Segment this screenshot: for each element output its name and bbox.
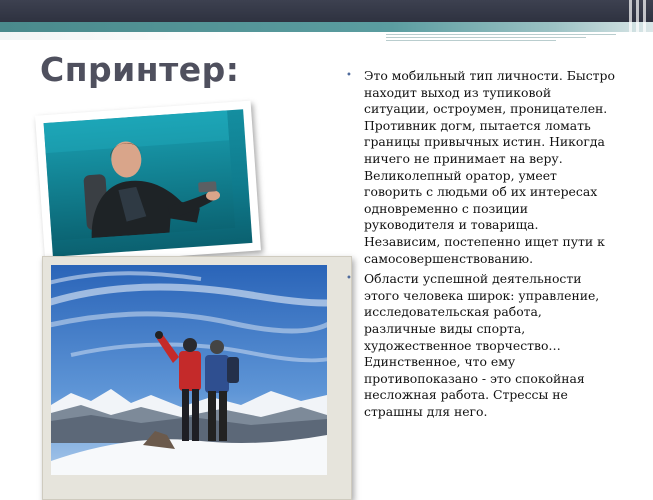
diver-photo-image [44,109,253,257]
bullet-list [344,68,616,420]
diver-illustration [44,110,236,241]
slide-title: Спринтер: [40,50,240,89]
header-stripes [623,0,653,42]
bullet-text: Это мобильный тип личности. Быстро находит выход из тупиковой ситуации, остроумен, проницателен. Противник догм, пытается ломать границы привычных истин. Никогда ничего не принимает на веру. Великолепный оратор, умеет говорить с людьми об их интересах одновременно с позиции руководителя и товарища. Независим, постепенно ищет пути к самосовершенствованию. [364,68,615,266]
mountain-illustration [51,265,327,475]
bullet-item [344,68,616,267]
bullet-marker: • [346,70,352,81]
header-accent-band [0,22,653,32]
header-dark-bar [0,0,653,22]
mountain-photo-image [51,265,343,491]
header-deco-lines [386,32,626,44]
mountain-photo [42,256,352,500]
bullet-marker: • [346,273,352,285]
bullet-text: Области успешной деятельности этого человека широк: управление, исследовательская работа, различные виды спорта, художественное творчество… Единственное, что ему противопоказано - это спокойная несложная работа. Стрессы не страшны для него. [364,271,600,419]
bullet-text-block [344,68,616,424]
bullet-item [344,271,616,420]
diver-photo [35,101,261,266]
